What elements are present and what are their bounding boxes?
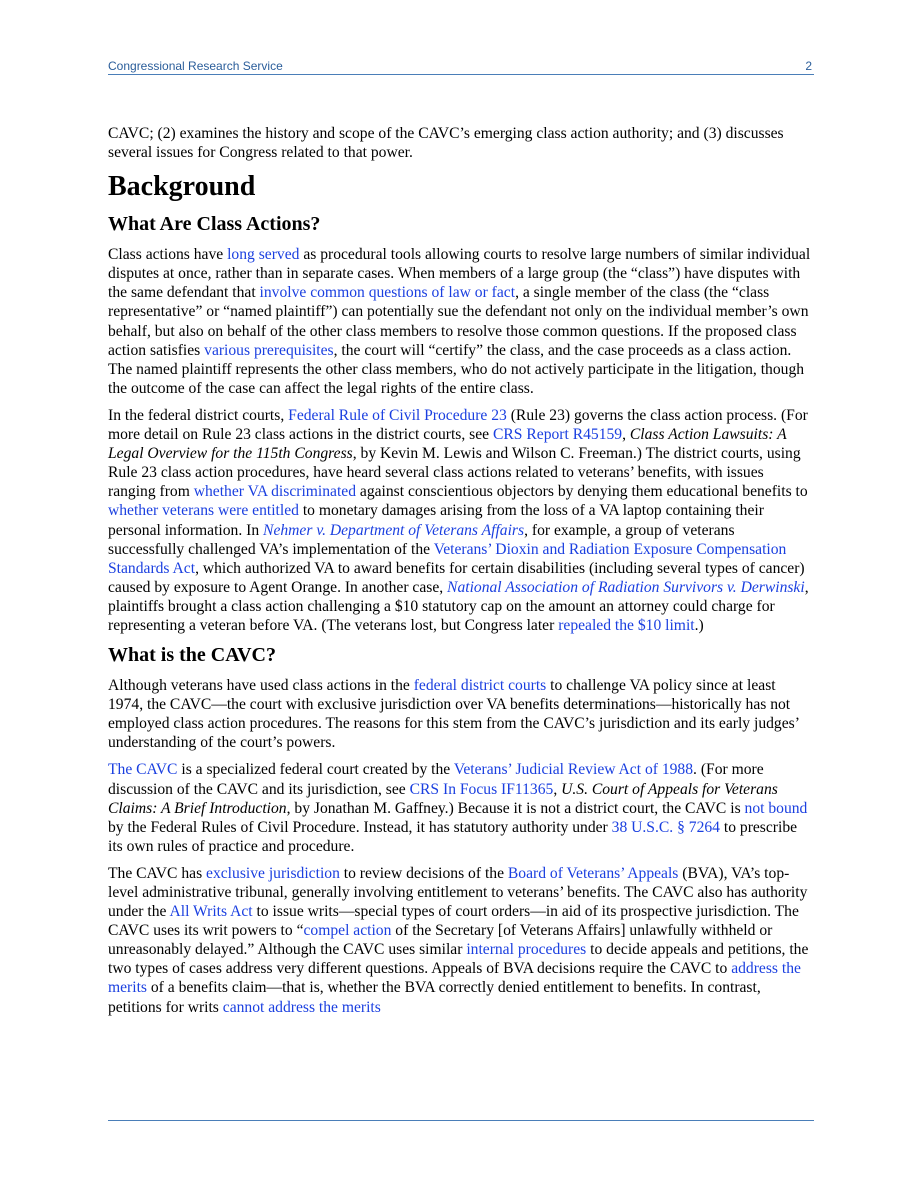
link-exclusive-jurisdiction[interactable]: exclusive jurisdiction bbox=[206, 864, 340, 882]
link-va-discriminated[interactable]: whether VA discriminated bbox=[193, 483, 357, 501]
link-narс-case[interactable]: National Association of Radiation Survivors v. Derwinski bbox=[447, 578, 805, 596]
link-compel-action[interactable]: compel action bbox=[303, 922, 392, 940]
link-frcp-23[interactable]: Federal Rule of Civil Procedure 23 bbox=[288, 406, 507, 424]
link-judicial-review-act[interactable]: Veterans’ Judicial Review Act of 1988 bbox=[453, 761, 694, 779]
paragraph-cavc-history: Although veterans have used class actions in the federal district courts to challenge VA policy since at least 1974, the CAVC—the court with exclusive jurisdiction over VA benefits determinations—historically has not employed class action procedures. The reasons for this stem from the CAVC’s jurisdiction and its early judges’ understanding of the court’s powers. bbox=[108, 677, 799, 752]
document-body bbox=[108, 124, 814, 1025]
section-heading: Background bbox=[108, 171, 256, 203]
subsection-heading-class-actions: What Are Class Actions? bbox=[108, 213, 321, 236]
link-long-served[interactable]: long served bbox=[227, 246, 300, 264]
header-organization: Congressional Research Service bbox=[108, 59, 283, 73]
link-repealed-limit[interactable]: repealed the $10 limit bbox=[558, 616, 695, 634]
paragraph-cavc-jurisdiction: The CAVC has exclusive jurisdiction to review decisions of the Board of Veterans’ Appeals (BVA), VA’s top-level administrative tribunal, generally involving entitlement to veterans’ benefits. The CAVC also has authority under the All Writs Act to issue writs—special types of court orders—in aid of its prospective jurisdiction. The CAVC uses its writ powers to “compel action of the Secretary [of Veterans Affairs] unlawfully withheld or unreasonably delayed.” Although the CAVC uses similar internal procedures to decide appeals and petitions, the two types of cases address very different questions. Appeals of BVA decisions require the CAVC to address the merits of a benefits claim—that is, whether the BVA correctly denied entitlement to benefits. In contrast, petitions for writs cannot address the merits bbox=[108, 864, 809, 1016]
footer-rule bbox=[108, 1120, 814, 1121]
link-address-the-merits[interactable]: address the merits bbox=[108, 960, 801, 997]
link-38-usc-7264[interactable]: 38 U.S.C. § 7264 bbox=[611, 818, 720, 836]
link-the-cavc[interactable]: The CAVC bbox=[108, 761, 178, 779]
report-title: Class Action Lawsuits: A Legal Overview for the 115th Congress bbox=[108, 426, 787, 463]
in-focus-title: U.S. Court of Appeals for Veterans Claims: A Brief Introduction bbox=[108, 780, 778, 817]
intro-paragraph: CAVC; (2) examines the history and scope of the CAVC’s emerging class action authority; and (3) discusses several issues for Congress related to that power. bbox=[108, 125, 784, 162]
link-federal-district-courts[interactable]: federal district courts bbox=[413, 677, 547, 695]
page-number: 2 bbox=[805, 59, 812, 73]
paragraph-rule-23: In the federal district courts, Federal Rule of Civil Procedure 23 (Rule 23) governs the class action process. (For more detail on Rule 23 class actions in the district courts, see CRS Report R45159, Class Action Lawsuits: A Legal Overview for the 115th Congress, by Kevin M. Lewis and Wilson C. Freeman.) The district courts, using Rule 23 class action procedures, have heard several class actions related to veterans’ benefits, with issues ranging from whether VA discriminated against conscientious objectors by denying them educational benefits to whether veterans were entitled to monetary damages arising from the loss of a VA laptop containing their personal information. In Nehmer v. Department of Veterans Affairs, for example, a group of veterans successfully challenged VA’s implementation of the Veterans’ Dioxin and Radiation Exposure Compensation Standards Act, which authorized VA to award benefits for certain disabilities (including several types of cancer) caused by exposure to Agent Orange. In another case, National Association of Radiation Survivors v. Derwinski, plaintiffs brought a class action challenging a $10 statutory cap on the amount an attorney could charge for representing a veteran before VA. (The veterans lost, but Congress later repealed the $10 limit.) bbox=[108, 406, 809, 634]
paragraph-class-actions: Class actions have long served as procedural tools allowing courts to resolve large numbers of similar individual disputes at once, rather than in separate cases. When members of a large group (the “class”) have disputes with the same defendant that involve common questions of law or fact, a single member of the class (the “class representative” or “named plaintiff”) can potentially sue the defendant not only on the individual member’s own behalf, but also on behalf of the other class members to resolve those common questions. If the proposed class action satisfies various prerequisites, the court will “certify” the class, and the case proceeds as a class action. The named plaintiff represents the other class members, who do not actively participate in the litigation, though the outcome of the case can affect the legal rights of the entire class. bbox=[108, 246, 811, 397]
page-header bbox=[108, 57, 814, 75]
link-common-questions[interactable]: involve common questions of law or fact bbox=[259, 284, 516, 302]
link-various-prerequisites[interactable]: various prerequisites bbox=[204, 341, 334, 359]
link-not-bound[interactable]: not bound bbox=[744, 799, 808, 817]
link-cannot-address-merits[interactable]: cannot address the merits bbox=[222, 998, 381, 1016]
link-all-writs-act[interactable]: All Writs Act bbox=[169, 903, 253, 921]
link-internal-procedures[interactable]: internal procedures bbox=[466, 941, 587, 959]
link-crs-in-focus-if11365[interactable]: CRS In Focus IF11365 bbox=[409, 780, 554, 798]
subsection-heading-cavc: What is the CAVC? bbox=[108, 644, 276, 667]
link-nehmer-case[interactable]: Nehmer v. Department of Veterans Affairs bbox=[263, 521, 525, 539]
paragraph-cavc-creation: The CAVC is a specialized federal court created by the Veterans’ Judicial Review Act of 1988. (For more discussion of the CAVC and its jurisdiction, see CRS In Focus IF11365, U.S. Court of Appeals for Veterans Claims: A Brief Introduction, by Jonathan M. Gaffney.) Because it is not a district court, the CAVC is not bound by the Federal Rules of Civil Procedure. Instead, it has statutory authority under 38 U.S.C. § 7264 to prescribe its own rules of practice and procedure. bbox=[108, 761, 808, 855]
link-crs-report-r45159[interactable]: CRS Report R45159 bbox=[493, 426, 623, 444]
link-dioxin-act[interactable]: Veterans’ Dioxin and Radiation Exposure Compensation Standards Act bbox=[108, 540, 787, 577]
link-board-of-veterans-appeals[interactable]: Board of Veterans’ Appeals bbox=[507, 864, 679, 882]
link-veterans-entitled[interactable]: whether veterans were entitled bbox=[108, 502, 299, 520]
